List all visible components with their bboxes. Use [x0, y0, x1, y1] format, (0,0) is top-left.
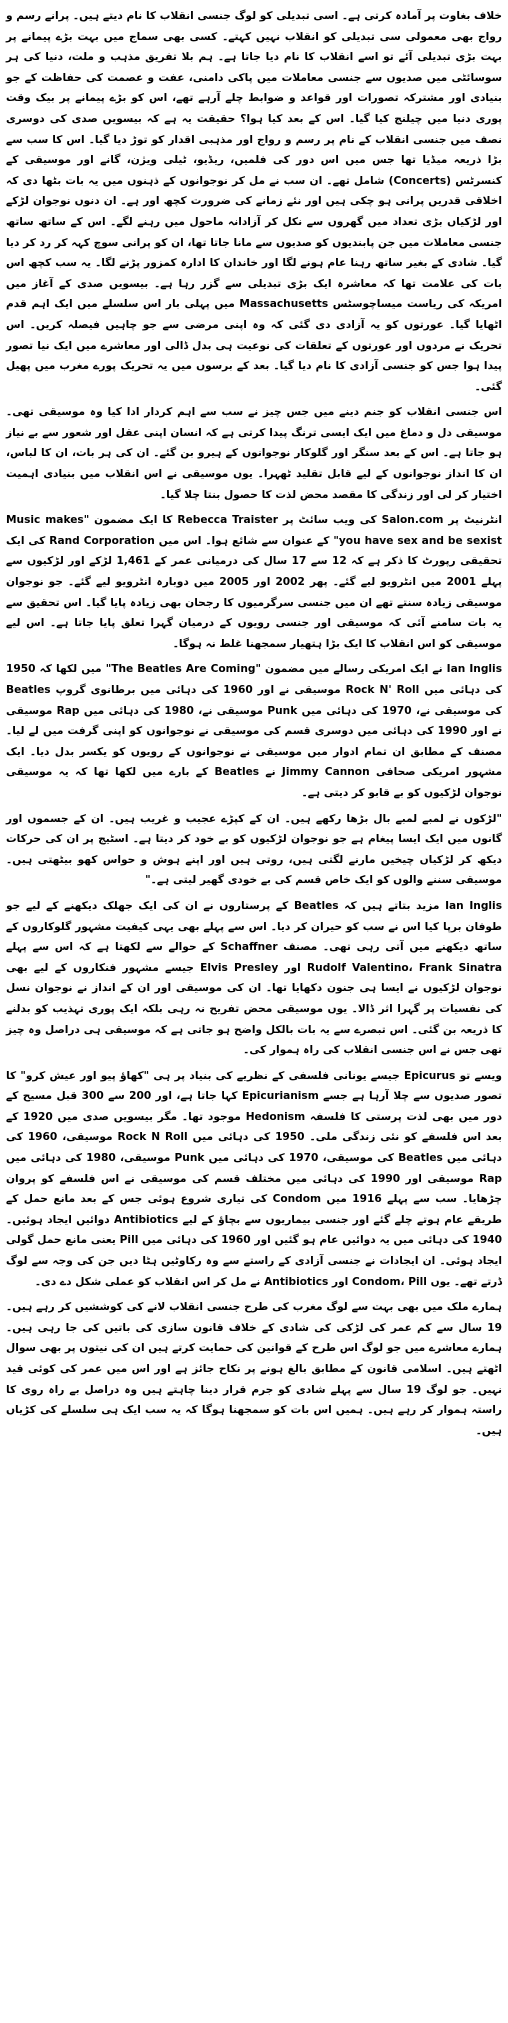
- article-paragraph-6: ویسے تو Epicurus جیسے یونانی فلسفی کے نظریے کی بنیاد پر ہی "کھاؤ پیو اور عیش کرو" کا تصور صدیوں سے چلا آرہا ہے جسے Epicurianism کہا جاتا ہے، اور 200 سے 300 قبل مسیح کے دور میں بھی لذت پرستی کا فلسفہ Hedonism موجود تھا۔ مگر بیسویں صدی میں 1920 کے بعد اس فلسفے کو نئی زندگی ملی۔ 1950 کی دہائی میں Rock N Roll موسیقی، 1960 کی دہائی میں Beatles کی موسیقی، 1970 کی دہائی میں Punk موسیقی، 1980 کی دہائی میں Rap موسیقی اور 1990 کی دہائی میں مختلف قسم کی موسیقی نے اس فلسفے کو پروان چڑھایا۔ سب سے پہلے 1916 میں Condom کی تیاری شروع ہوئی جس کے بعد مانع حمل کے طریقے عام ہوتے چلے گئے اور جنسی بیماریوں سے بچاؤ کے لیے Antibiotics دوائیں ایجاد ہوئیں۔ 1940 کی دہائی میں یہ دوائیں عام ہو گئیں اور 1960 کی دہائی میں Pill یعنی مانع حمل گولی ایجاد ہوئی۔ ان ایجادات نے جنسی آزادی کے راستے سے وہ رکاوٹیں ہٹا دیں جن کی وجہ سے لوگ ڈرتے تھے۔ یوں Condom، Pill اور Antibiotics نے مل کر اس انقلاب کو عملی شکل دے دی۔: [6, 1069, 503, 1288]
- article-paragraph-5: Ian Inglis مزید بتاتے ہیں کہ Beatles کے پرستاروں نے ان کی ایک جھلک دیکھنے کے لیے جو طوفان برپا کیا اس نے سب کو حیران کر دیا۔ اس سے پہلے بھی یہی کیفیت مشہور گلوکاروں کے ساتھ دیکھنے میں آتی رہی تھی۔ مصنف Schaffner کے حوالے سے لکھتا ہے کہ اس سے پہلے Rudolf Valentino، Frank Sinatra اور Elvis Presley جیسے مشہور فنکاروں کے لیے بھی نوجوان لڑکیوں نے ایسا ہی جنون دکھایا تھا۔ ان کی موسیقی اور ان کے انداز نے نوجوان نسل کی نفسیات پر گہرا اثر ڈالا۔ یوں موسیقی محض تفریح نہ رہی بلکہ ایک پوری تہذیب کو بدلنے کا ذریعہ بن گئی۔ اس تبصرے سے یہ بات بالکل واضح ہو جاتی ہے کہ موسیقی ہی دراصل وہ چیز تھی جس نے اس جنسی انقلاب کی راہ ہموار کی۔: [6, 899, 503, 1057]
- article-paragraph-3: انٹرنیٹ پر Salon.com کی ویب سائٹ پر Rebecca Traister کا ایک مضمون "Music makes you have sex and be sexist" کے عنوان سے شائع ہوا۔ اس میں Rand Corporation کی ایک تحقیقی رپورٹ کا ذکر ہے کہ 12 سے 17 سال کی درمیانی عمر کے 1,461 لڑکے اور لڑکیوں سے پہلے 2001 میں انٹرویو لیے گئے۔ پھر 2002 اور 2005 میں دوبارہ انٹرویو لیے گئے۔ جو نوجوان موسیقی زیادہ سنتے تھے ان میں جنسی سرگرمیوں کا رجحان بھی زیادہ پایا گیا۔ اس تحقیق سے یہ بات سامنے آئی کہ موسیقی اور جنسی رویوں کے درمیان گہرا تعلق پایا جاتا ہے۔ اس لیے موسیقی کو اس انقلاب کا ایک بڑا ہتھیار سمجھنا غلط نہ ہوگا۔: [6, 514, 502, 650]
- article-paragraph-2: اس جنسی انقلاب کو جنم دینے میں جس چیز نے سب سے اہم کردار ادا کیا وہ موسیقی تھی۔ موسیقی دل و دماغ میں ایک ایسی ترنگ پیدا کرتی ہے کہ انسان اپنی عقل اور شعور سے بے نیاز ہو جاتا ہے۔ اس کے بعد سنگر اور گلوکار نوجوانوں کے ہیرو بن گئے۔ ان کی ہر بات، ان کا لباس، ان کا انداز نوجوانوں کے لیے قابل تقلید ٹھہرا۔ یوں موسیقی نے اس انقلاب میں بنیادی اہمیت اختیار کر لی اور زندگی کا مقصد محض لذت کا حصول بنتا چلا گیا۔: [6, 406, 502, 501]
- article-paragraph-1: خلاف بغاوت پر آمادہ کرتی ہے۔ اسی تبدیلی کو لوگ جنسی انقلاب کا نام دیتے ہیں۔ پرانے رسم و رواج بھی معمولی سی تبدیلی کو انقلاب نہیں کہتے۔ کسی بھی سماج میں بہت بڑے پیمانے پر بہت بڑی تبدیلی آئے تو اسے انقلاب کا نام دیا جاتا ہے۔ ہم بلا تفریق مذہب و ملت، دنیا کی ہر سوسائٹی میں صدیوں سے جنسی معاملات میں پاکی دامنی، عفت و عصمت کی حفاظت کے جو بنیادی اور مشترکہ تصورات اور قواعد و ضوابط چلے آرہے تھے، اس کو بڑے پیمانے پر بیک وقت پوری دنیا میں چیلنج کیا گیا۔ اس کے بعد کیا ہوا؟ حقیقت یہ ہے کہ بیسویں صدی کی دوسری نصف میں جنسی انقلاب کے نام پر رسم و رواج اور مذہبی اقدار کو توڑ دیا گیا۔ اس کا سب سے بڑا ذریعہ میڈیا تھا جس میں اس دور کی فلمیں، ریڈیو، ٹیلی ویژن، گانے اور موسیقی کے کنسرٹس (Concerts) شامل تھے۔ ان سب نے مل کر نوجوانوں کے ذہنوں میں یہ بات بٹھا دی کہ اخلاقی قدریں پرانی ہو چکی ہیں اور نئے زمانے کی ضرورت کچھ اور ہے۔ ان دنوں نوجوان لڑکے اور لڑکیاں بڑی تعداد میں گھروں سے نکل کر آزادانہ ماحول میں رہنے لگے۔ اس کے ساتھ ساتھ جنسی معاملات میں جن پابندیوں کو صدیوں سے مانا جاتا تھا، ان کو پرانی سوچ کہہ کر رد کر دیا گیا۔ شادی کے بغیر ساتھ رہنا عام ہونے لگا اور خاندان کا ادارہ کمزور پڑنے لگا۔ یہ سب کچھ اس بات کی علامت تھا کہ معاشرہ ایک بڑی تبدیلی سے گزر رہا ہے۔ بیسویں صدی کے آغاز میں امریکہ کی ریاست میساچوسٹس Massachusetts میں پہلی بار اس سلسلے میں ایک اہم قدم اٹھایا گیا۔ عورتوں کو یہ آزادی دی گئی کہ وہ اپنی مرضی سے جو چاہیں فیصلہ کریں۔ اس تحریک نے مردوں اور عورتوں کے تعلقات کی نوعیت ہی بدل ڈالی اور معاشرے میں ایک نیا تصور پیدا ہوا جس کو جنسی آزادی کا نام دیا گیا۔ بعد کے برسوں میں یہ تحریک پورے مغرب میں پھیل گئی۔: [6, 10, 503, 393]
- article-paragraph-4: Ian Inglis نے ایک امریکی رسالے میں مضمون "The Beatles Are Coming" میں لکھا کہ 1950 کی دہائی میں Rock N' Roll موسیقی نے اور 1960 کی دہائی میں برطانوی گروپ Beatles کی موسیقی نے، 1970 کی دہائی میں Punk موسیقی نے، 1980 کی دہائی میں Rap موسیقی نے اور 1990 کی دہائی میں دوسری قسم کی موسیقی نے نوجوانوں کو اپنی گرفت میں لے لیا۔ مصنف کے مطابق ان تمام ادوار میں موسیقی نے نوجوانوں کے رویوں کو یکسر بدل دیا۔ ایک مشہور امریکی صحافی Jimmy Cannon نے Beatles کے بارے میں لکھا تھا کہ یہ موسیقی نوجوان لڑکیوں کو بے قابو کر دیتی ہے۔: [6, 663, 503, 799]
- article-paragraph-7: ہمارے ملک میں بھی بہت سے لوگ مغرب کی طرح جنسی انقلاب لانے کی کوششیں کر رہے ہیں۔ 19 سال سے کم عمر کی لڑکی کی شادی کے خلاف قانون سازی کی باتیں کی جا رہی ہیں۔ ہمارے معاشرے میں جو لوگ اس طرح کے قوانین کی حمایت کرتے ہیں ان کی نیتوں پر بھی سوال اٹھتے ہیں۔ اسلامی قانون کے مطابق بالغ ہونے پر نکاح جائز ہے اور اس میں عمر کی کوئی قید نہیں۔ جو لوگ 19 سال سے پہلے شادی کو جرم قرار دینا چاہتے ہیں وہ دراصل بے راہ روی کا راستہ ہموار کر رہے ہیں۔ ہمیں اس بات کو سمجھنا ہوگا کہ یہ سب ایک ہی سلسلے کی کڑیاں ہیں۔: [6, 1301, 503, 1437]
- article-quote: "لڑکوں نے لمبے لمبے بال بڑھا رکھے ہیں۔ ان کے کپڑے عجیب و غریب ہیں۔ ان کے جسموں اور گانوں میں ایک ایسا پیغام ہے جو نوجوان لڑکیوں کو بے خود کر دیتا ہے۔ اسٹیج پر ان کی حرکات دیکھ کر لڑکیاں چیخیں مارنے لگتی ہیں، روتی ہیں اور اپنے ہوش و حواس کھو بیٹھتی ہیں۔ موسیقی سننے والوں کو ایک خاص قسم کی بے خودی گھیر لیتی ہے۔": [6, 812, 502, 887]
